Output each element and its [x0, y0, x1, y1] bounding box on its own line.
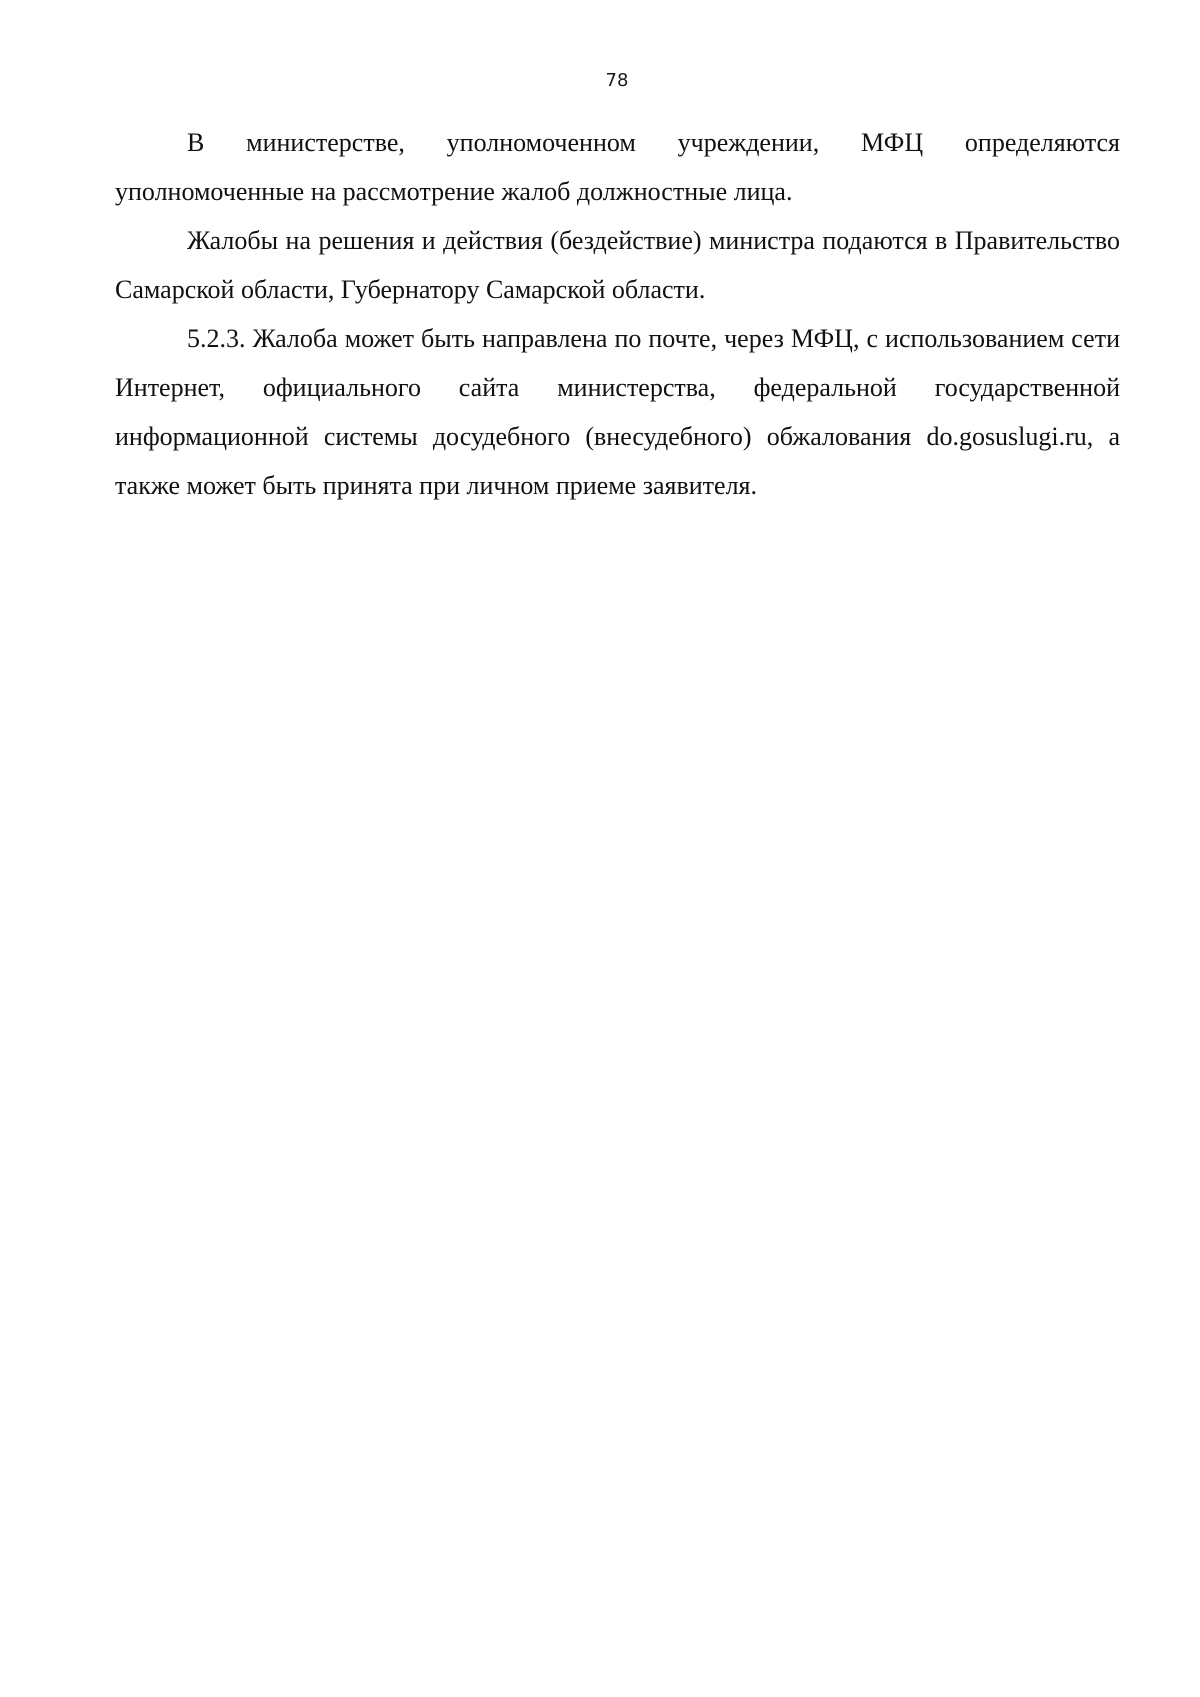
paragraph-minister-complaints: Жалобы на решения и действия (бездействие) министра подаются в Правительство Самарской области, Губернатору Самарской области.: [115, 226, 1120, 304]
document-body: [115, 118, 1120, 510]
page-number: 78: [605, 70, 629, 91]
paragraph-5-2-3: 5.2.3. Жалоба может быть направлена по почте, через МФЦ, с использованием сети Интернет, официального сайта министерства, федеральной государственной информационной системы досудебного (внесудебного) обжалования do.gosuslugi.ru, а также может быть принята при личном приеме заявителя.: [115, 324, 1120, 500]
paragraph-officials: В министерстве, уполномоченном учреждении, МФЦ определяются уполномоченные на рассмотрение жалоб должностные лица.: [115, 128, 1120, 206]
